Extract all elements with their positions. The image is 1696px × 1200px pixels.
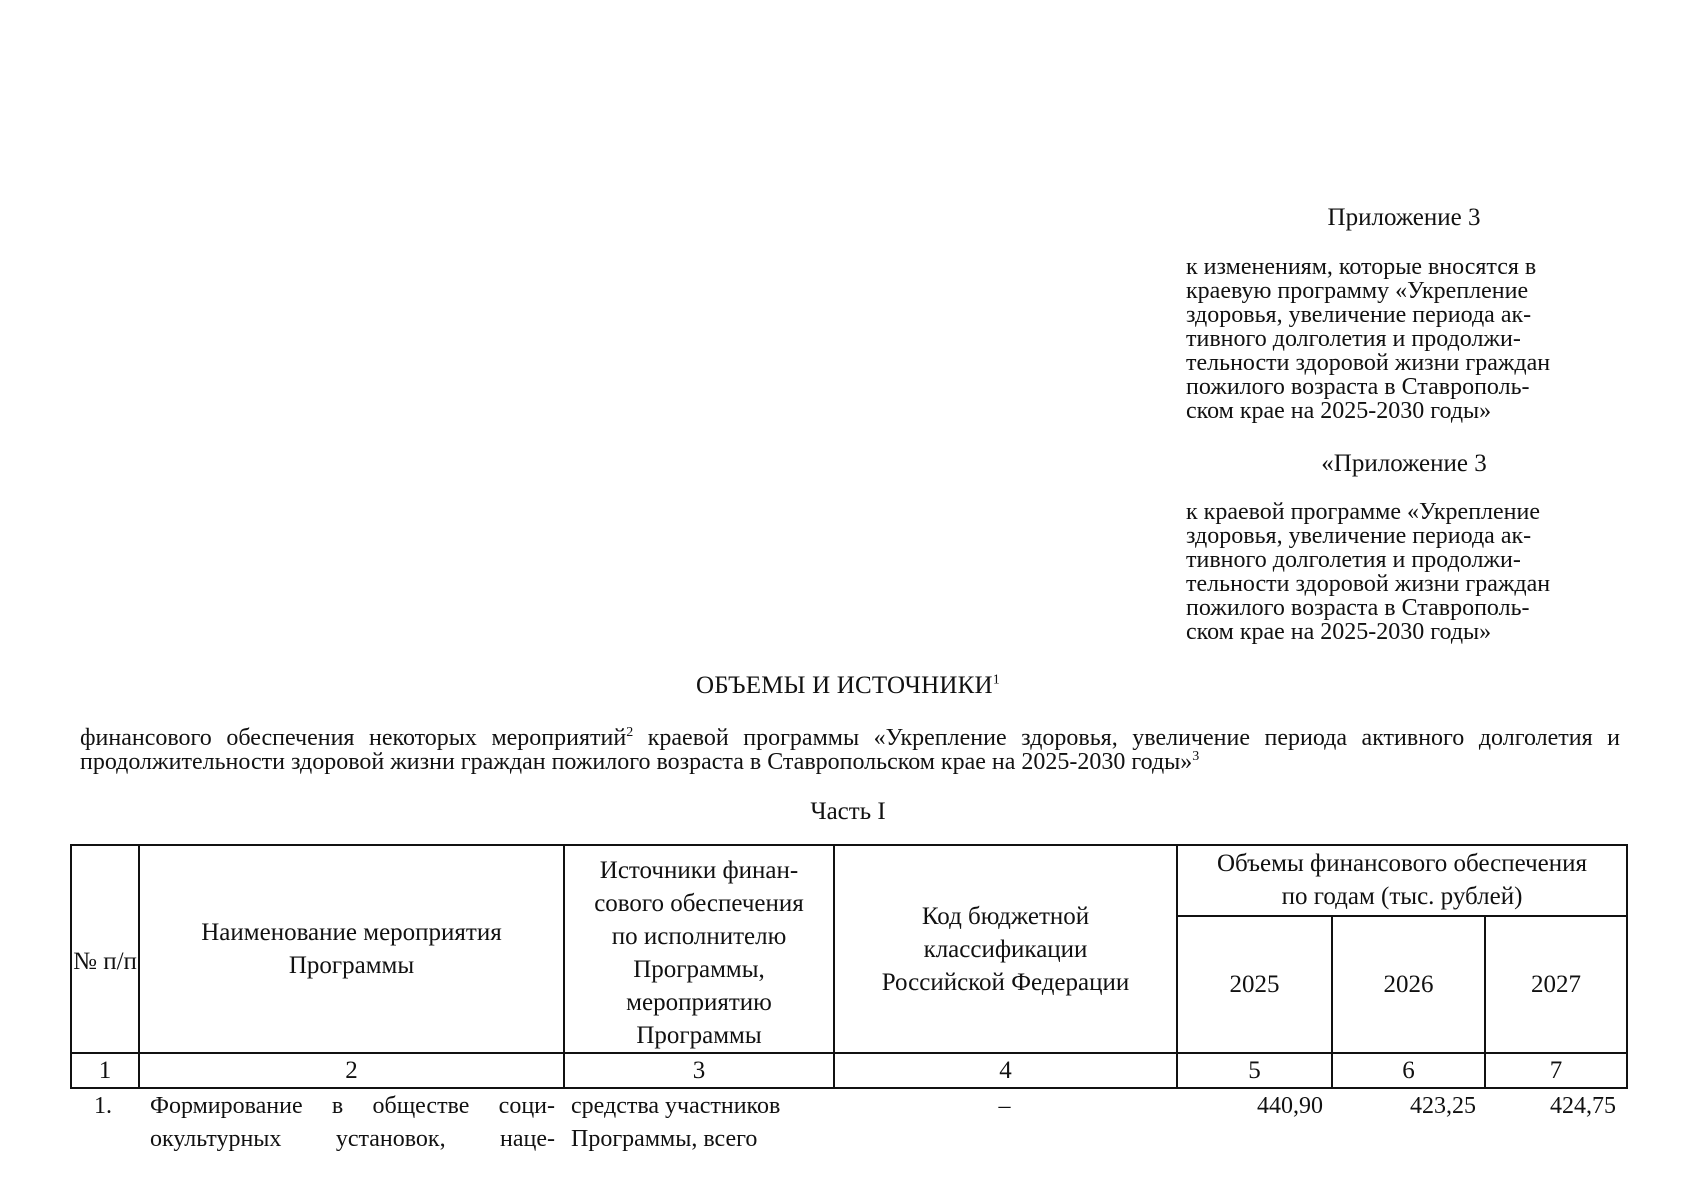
column-number: 5 <box>1177 1053 1332 1088</box>
subtitle-text: краевой программы «Укрепление здоровья, увеличение периода активного долголетия и продолжительности здоровой жизни граждан пожилого возраста в Ставропольском крае на 2025-2030 годы» <box>80 725 1621 775</box>
appendix-line: к краевой программе «Укрепление <box>1186 499 1541 525</box>
appendix-heading: Приложение 3 <box>1327 204 1481 231</box>
footnote-mark: 1 <box>992 672 1000 688</box>
appendix-line: тивного долголетия и продолжи- <box>1186 326 1521 352</box>
column-number: 2 <box>139 1053 564 1088</box>
header-name-text: Наименование мероприятия Программы <box>201 919 502 979</box>
appendix-line: здоровья, увеличение периода ак- <box>1186 302 1532 328</box>
header-code-line: Код бюджетной <box>921 902 1090 930</box>
header-sources-line: Программы <box>636 1022 762 1049</box>
header-sources-line: Программы, <box>633 956 765 983</box>
subtitle-text: финансового обеспечения некоторых мероприятий <box>80 725 627 751</box>
header-sources-line: по исполнителю <box>611 923 787 950</box>
header-year-2026: 2026 <box>1332 916 1485 1053</box>
column-number: 6 <box>1332 1053 1485 1088</box>
header-volumes-line: Объемы финансового обеспечения <box>1216 850 1588 878</box>
header-code-line: Российской Федерации <box>881 968 1130 996</box>
row-name-line: Формирование в обществе соци- <box>150 1093 555 1119</box>
row-name-line: окультурных установок, наце- <box>150 1126 555 1152</box>
appendix-heading-quoted: «Приложение 3 <box>1321 450 1487 477</box>
row-value-2026: 423,25 <box>1410 1093 1476 1119</box>
header-volumes <box>1177 845 1627 916</box>
footnote-mark: 3 <box>1192 749 1200 764</box>
appendix-line: ском крае на 2025-2030 годы» <box>1186 619 1492 645</box>
row-num: 1. <box>94 1093 112 1119</box>
document-title <box>0 672 1696 700</box>
column-number: 3 <box>564 1053 834 1088</box>
part-label: Часть I <box>810 798 886 825</box>
funding-table-header <box>70 844 1628 1089</box>
row-source-line: Программы, всего <box>571 1126 758 1152</box>
appendix-text <box>1186 255 1622 423</box>
header-name <box>139 845 564 1053</box>
header-volumes-line: по годам (тыс. рублей) <box>1281 883 1523 911</box>
document-subtitle <box>80 726 1620 774</box>
appendix-line: тельности здоровой жизни граждан <box>1186 350 1551 376</box>
header-year-2027: 2027 <box>1485 916 1627 1053</box>
row-value-2025: 440,90 <box>1257 1093 1323 1119</box>
appendix-text-quoted <box>1186 500 1622 644</box>
appendix-line: тивного долголетия и продолжи- <box>1186 547 1521 573</box>
row-name <box>150 1090 555 1156</box>
table-row <box>70 1090 1626 1170</box>
footnote-mark: 2 <box>626 725 634 740</box>
header-num <box>71 845 139 1053</box>
appendix-line: здоровья, увеличение периода ак- <box>1186 523 1532 549</box>
header-sources-line: Источники финан- <box>599 857 799 884</box>
row-code: – <box>998 1093 1011 1119</box>
header-num-text: № п/п <box>73 947 137 975</box>
header-sources-line: мероприятию <box>626 989 772 1016</box>
column-number: 4 <box>834 1053 1177 1088</box>
header-code-line: классификации <box>923 935 1088 963</box>
column-numbers-row <box>71 1053 1627 1088</box>
appendix-line: краевую программу «Укрепление <box>1186 278 1529 304</box>
header-code <box>834 845 1177 1053</box>
appendix-line: тельности здоровой жизни граждан <box>1186 571 1551 597</box>
header-sources <box>564 845 834 1053</box>
appendix-line: пожилого возраста в Ставрополь- <box>1186 595 1530 621</box>
column-number: 7 <box>1485 1053 1627 1088</box>
row-value-2027: 424,75 <box>1550 1093 1616 1119</box>
row-source <box>571 1090 833 1156</box>
header-sources-line: сового обеспечения <box>594 890 804 917</box>
appendix-line: пожилого возраста в Ставрополь- <box>1186 374 1530 400</box>
header-year-2025: 2025 <box>1177 916 1332 1053</box>
row-source-line: средства участников <box>571 1093 781 1119</box>
appendix-line: к изменениям, которые вносятся в <box>1186 254 1537 280</box>
column-number: 1 <box>71 1053 139 1088</box>
document-title-text: ОБЪЕМЫ И ИСТОЧНИКИ <box>696 672 993 699</box>
appendix-line: ском крае на 2025-2030 годы» <box>1186 398 1492 424</box>
